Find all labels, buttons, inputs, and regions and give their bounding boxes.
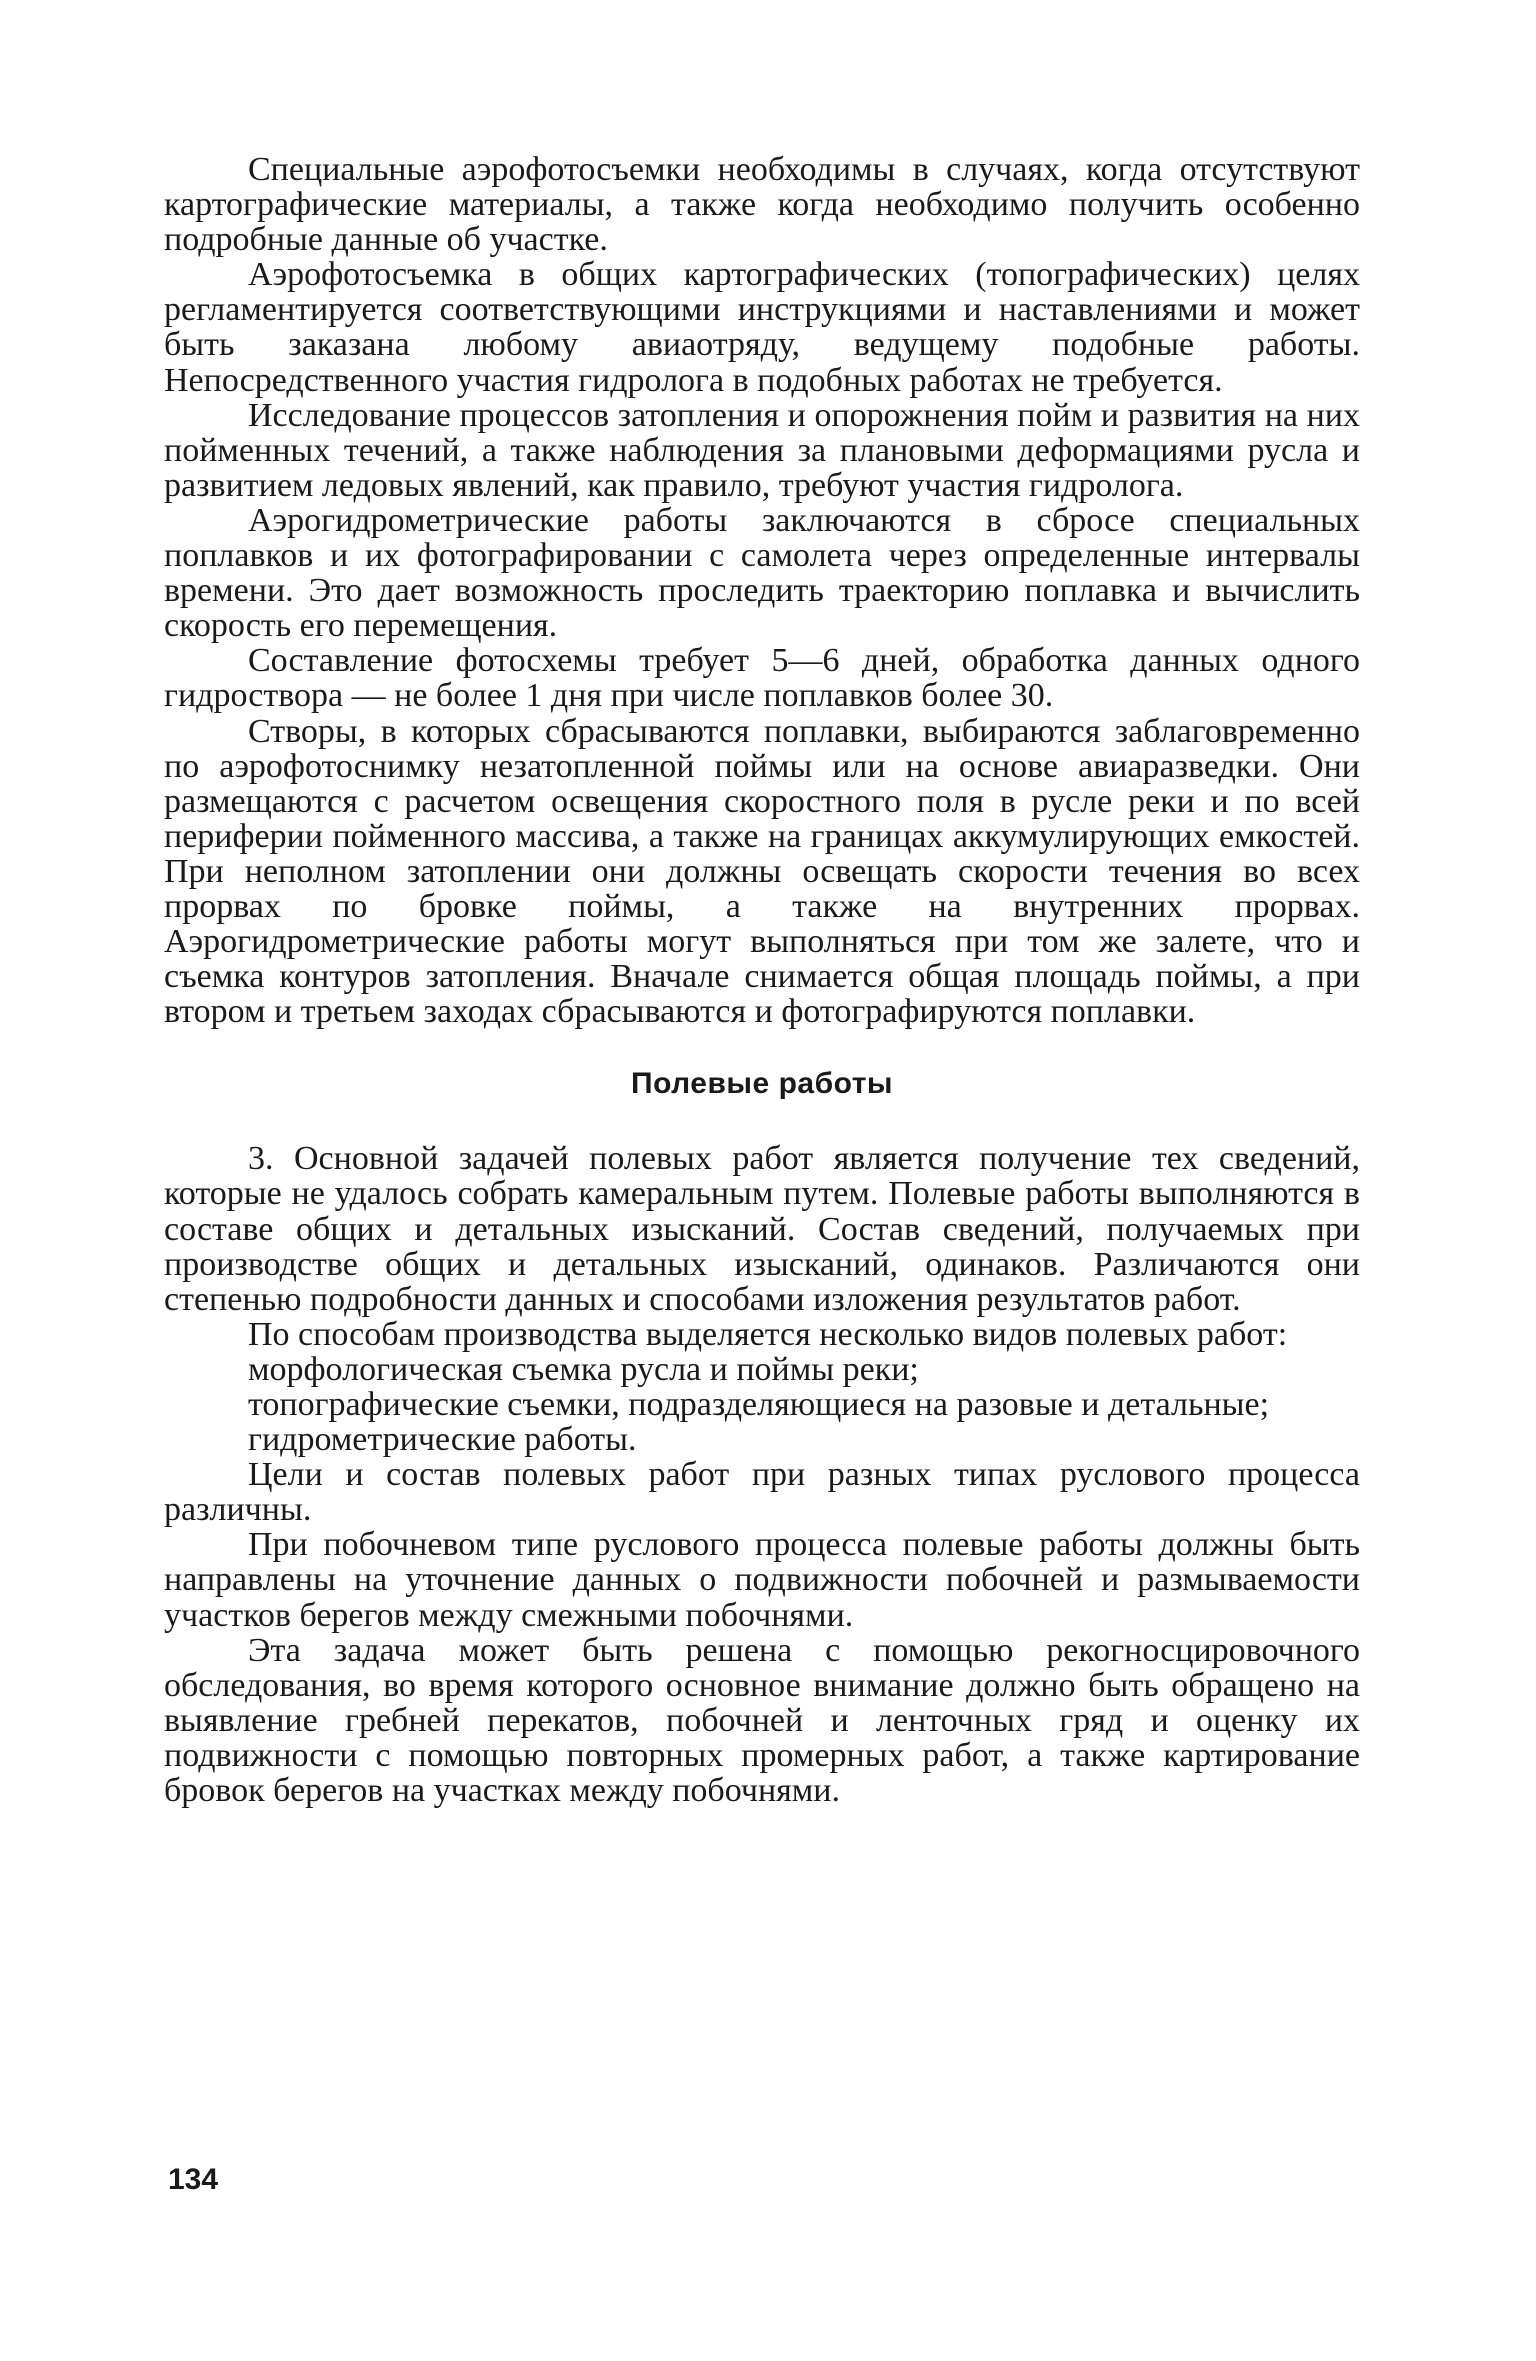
paragraph-goals-differ: Цели и состав полевых работ при разных типах руслового процесса различны. [164, 1456, 1360, 1529]
page-body [164, 152, 1360, 1808]
paragraph-reconnaissance: Эта задача может быть решена с помощью рекогносцировочного обследования, во время которого основное внимание должно быть обращено на выявление гребней перекатов, побочней и ленточных гряд и оценку их подвижности с помощью повторных промерных работ, а также картирование бровок берегов на участках между побочнями. [164, 1631, 1360, 1810]
paragraph-floodplain-research: Исследование процессов затопления и опорожнения пойм и развития на них пойменных течений, а также наблюдения за плановыми деформациями русла и развитием ледовых явлений, как правило, требуют участия гидролога. [164, 396, 1360, 504]
page-number: 134 [168, 2163, 219, 2196]
paragraph-special-aerial-surveys: Специальные аэрофотосъемки необходимы в случаях, когда отсутствуют картографические материалы, а также когда необходимо получить особенно подробные данные об участке. [164, 151, 1360, 259]
paragraph-side-bar-type: При побочневом типе руслового процесса полевые работы должны быть направлены на уточнение данных о подвижности побочней и размываемости участков берегов между смежными побочнями. [164, 1526, 1360, 1634]
paragraph-float-sections: Створы, в которых сбрасываются поплавки, выбираются заблаговременно по аэрофотоснимку незатопленной поймы или на основе авиаразведки. Они размещаются с расчетом освещения скоростного поля в русле реки и по всей периферии пойменного массива, а также на границах аккумулирующих емкостей. При неполном затоплении они должны освещать скорости течения во всех прорвах по бровке поймы, а также на внутренних прорвах. Аэрогидрометрические работы могут выполняться при том же залете, что и съемка контуров затопления. Вначале снимается общая площадь поймы, а при втором и третьем заходах сбрасываются и фотографируются поплавки. [164, 712, 1360, 1031]
list-item: гидрометрические работы. [248, 1421, 637, 1459]
paragraph-photo-scheme-timing: Составление фотосхемы требует 5—6 дней, обработка данных одного гидроствора — не более 1 дня при числе поплавков более 30. [164, 642, 1360, 715]
paragraph-field-works-purpose: 3. Основной задачей полевых работ является получение тех сведений, которые не удалось собрать камеральным путем. Полевые работы выполняются в составе общих и детальных изысканий. Состав сведений, получаемых при производстве общих и детальных изысканий, одинаков. Различаются они степенью подробности данных и способами изложения результатов работ. [164, 1140, 1360, 1318]
paragraph-aerial-survey-regulation: Аэрофотосъемка в общих картографических (топографических) целях регламентируется соответствующими инструкциями и наставлениями и может быть заказана любому авиаотряду, ведущему подобные работы. Непосредственного участия гидролога в подобных работах не требуется. [164, 256, 1360, 399]
section-heading: Полевые работы [631, 1067, 893, 1101]
paragraph-aerohydrometric-works: Аэрогидрометрические работы заключаются в сбросе специальных поплавков и их фотографировании с самолета через определенные интервалы времени. Это дает возможность проследить траекторию поплавка и вычислить скорость его перемещения. [164, 501, 1360, 645]
list-item: морфологическая съемка русла и поймы реки; [248, 1350, 919, 1388]
paragraph-field-works-types: По способам производства выделяется несколько видов полевых работ: [248, 1315, 1288, 1353]
list-item: топографические съемки, подразделяющиеся на разовые и детальные; [248, 1386, 1270, 1423]
